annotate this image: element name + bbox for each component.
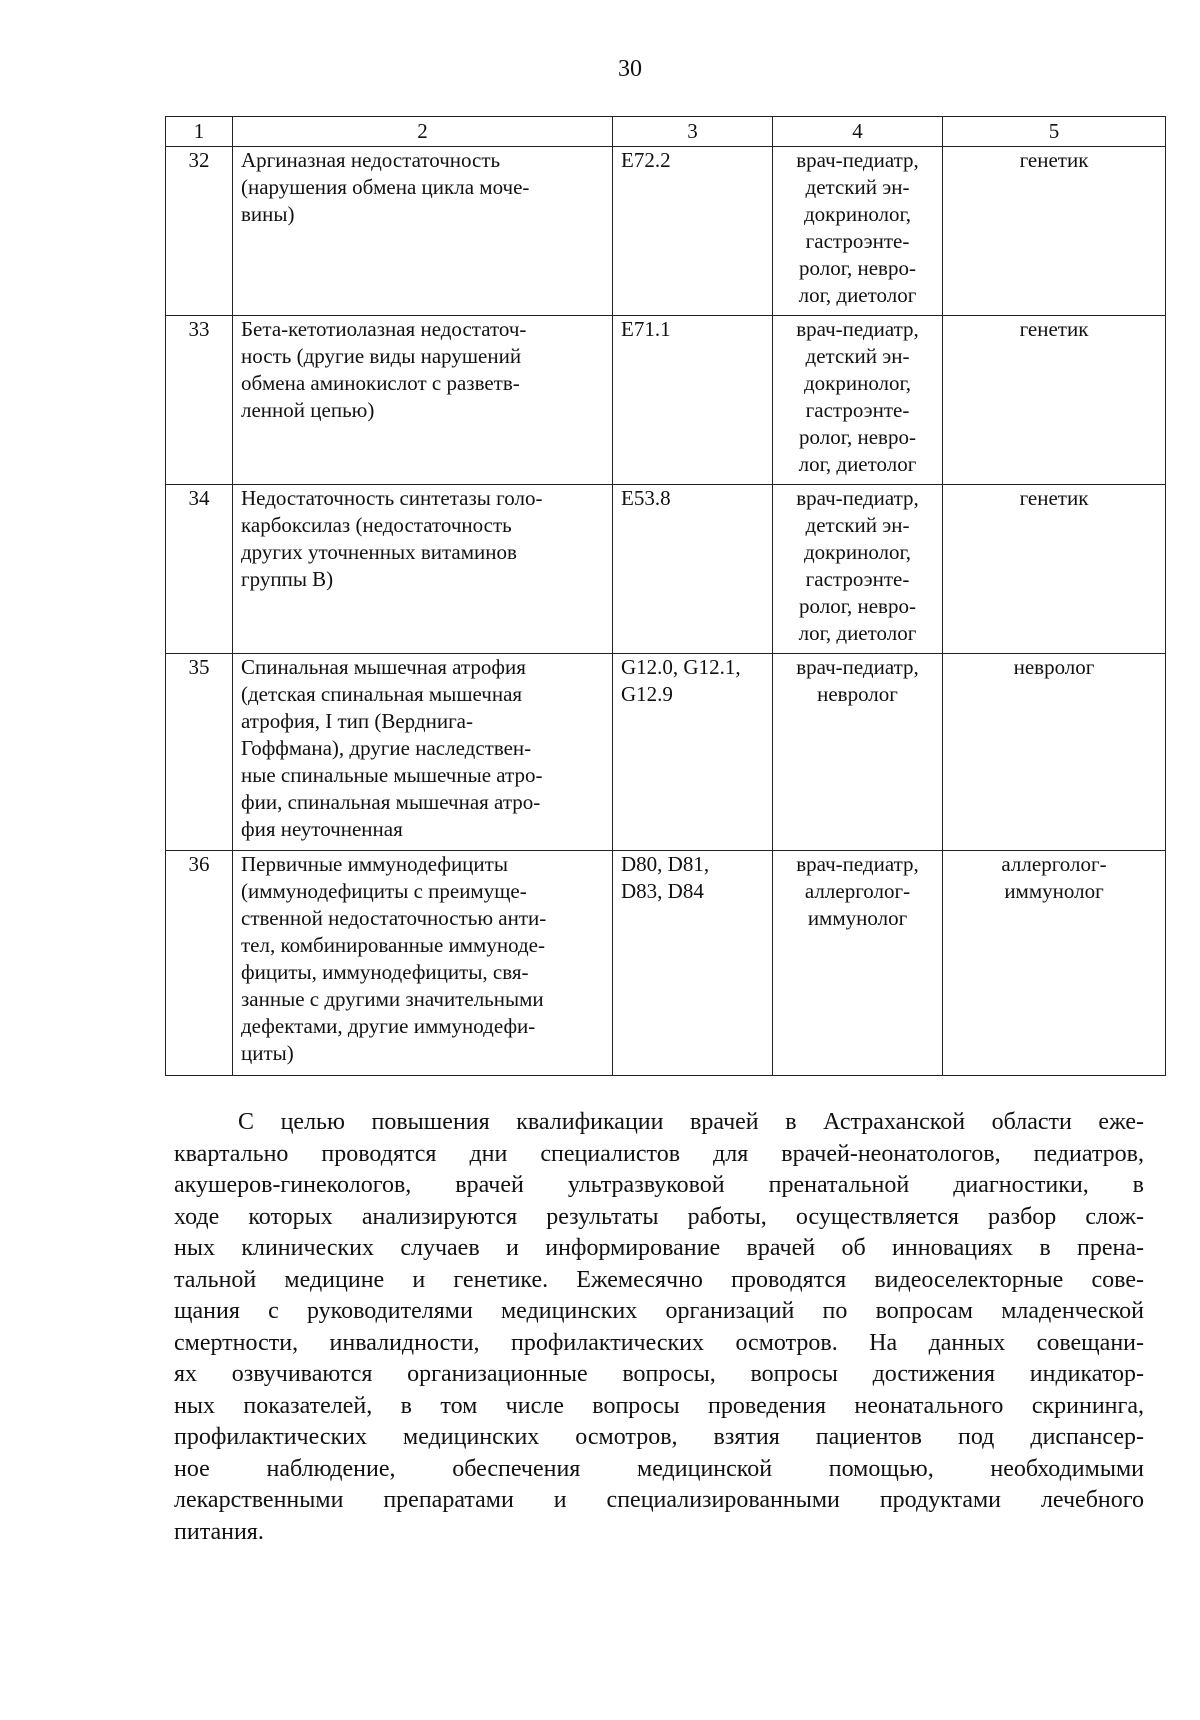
disease-name-line: дефектами, другие иммунодефи- [241,1014,536,1038]
specialist-cell [773,147,943,316]
header-col-2: 2 [233,117,613,147]
disease-name-cell [233,147,613,316]
disease-name-line: Спинальная мышечная атрофия [241,655,526,679]
specialist-line: врач-педиатр, [796,317,919,341]
disease-name-line: циты) [241,1041,294,1065]
paragraph-line: профилактических медицинских осмотров, взятия пациентов под диспансер- [174,1424,1144,1450]
disease-name-line: ность (другие виды нарушений [241,344,522,368]
disease-name-line: других уточненных витаминов [241,540,517,564]
disease-name-line: вины) [241,202,295,226]
disease-name-cell [233,316,613,485]
paragraph-line: квартально проводятся дни специалистов для врачей-неонатологов, педиатров, [174,1140,1144,1167]
icd-code-line: E71.1 [621,317,671,341]
consultant-cell [943,485,1166,654]
disease-name-line: занные с другими значительными [241,987,544,1011]
paragraph-line: ях озвучиваются организационные вопросы, вопросы достижения индикатор- [174,1361,1144,1387]
disease-name-line: Первичные иммунодефициты [241,852,508,876]
icd-code-line: D83, D84 [621,879,704,903]
body-paragraph [174,1107,1144,1548]
icd-code-line: E72.2 [621,148,671,172]
consultant-line: генетик [1019,486,1089,510]
specialist-line: докринолог, [803,371,912,395]
disease-name-line: тел, комбинированные иммуноде- [241,933,545,957]
disease-name-line: фия неуточненная [241,817,403,841]
row-number: 34 [166,485,233,654]
disease-name-line: ные спинальные мышечные атро- [241,763,543,787]
specialist-line: детский эн- [805,513,910,537]
specialist-line: врач-педиатр, [796,486,919,510]
specialist-line: аллерголог- [804,879,911,903]
disease-name-line: Бета-кетотиолазная недостаточ- [241,317,527,341]
icd-code-cell [613,316,773,485]
icd-code-cell [613,851,773,1076]
table-row [166,485,1166,654]
disease-name-cell [233,851,613,1076]
specialist-line: гастроэнте- [805,567,910,591]
disease-name-line: (нарушения обмена цикла моче- [241,175,530,199]
specialists-table [165,116,1166,1076]
specialist-cell [773,654,943,851]
disease-name-cell [233,485,613,654]
paragraph-line: ных показателей, в том числе вопросы проведения неонатального скрининга, [174,1392,1144,1419]
specialist-line: ролог, невро- [799,594,916,618]
consultant-cell [943,851,1166,1076]
specialist-line: лог, диетолог [798,452,917,476]
table-row [166,147,1166,316]
specialist-cell [773,851,943,1076]
row-number: 33 [166,316,233,485]
disease-name-line: ленной цепью) [241,398,375,422]
specialist-line: невролог [817,682,898,706]
specialist-line: докринолог, [803,540,912,564]
specialist-line: докринолог, [803,202,912,226]
specialist-line: иммунолог [807,906,908,930]
header-col-5: 5 [943,117,1166,147]
header-col-4: 4 [773,117,943,147]
consultant-line: иммунолог [1004,879,1104,903]
specialist-cell [773,316,943,485]
page-number: 30 [618,56,642,82]
disease-name-line: атрофия, I тип (Верднига- [241,709,473,733]
specialist-line: лог, диетолог [798,621,917,645]
paragraph-line: ных клинических случаев и информирование врачей об инновациях в прена- [174,1235,1144,1261]
header-col-3: 3 [613,117,773,147]
disease-name-line: карбоксилаз (недостаточность [241,513,512,537]
paragraph-line: смертности, инвалидности, профилактических осмотров. На данных совещани- [174,1329,1144,1356]
specialist-line: гастроэнте- [805,229,910,253]
disease-name-cell [233,654,613,851]
icd-code-cell [613,147,773,316]
consultant-line: генетик [1019,317,1089,341]
disease-name-line: фициты, иммунодефициты, свя- [241,960,529,984]
paragraph-line: ное наблюдение, обеспечения медицинской помощью, необходимыми [174,1455,1144,1482]
specialist-line: врач-педиатр, [796,852,919,876]
specialist-line: детский эн- [805,344,910,368]
disease-name-line: Гоффмана), другие наследствен- [241,736,532,760]
consultant-line: генетик [1019,148,1089,172]
specialist-line: гастроэнте- [805,398,910,422]
specialist-line: врач-педиатр, [796,148,919,172]
table-header-row [166,117,1166,147]
disease-name-line: (иммунодефициты с преимуще- [241,879,527,903]
paragraph-line: С целью повышения квалификации врачей в Астраханской области еже- [238,1109,1144,1135]
specialist-cell [773,485,943,654]
disease-name-line: Недостаточность синтетазы голо- [241,486,543,510]
consultant-cell [943,147,1166,316]
disease-name-line: обмена аминокислот с разветв- [241,371,520,395]
disease-name-line: (детская спинальная мышечная [241,682,523,706]
icd-code-line: D80, D81, [621,852,710,876]
disease-name-line: Аргиназная недостаточность [241,148,501,172]
paragraph-line: питания. [174,1518,264,1545]
row-number: 32 [166,147,233,316]
disease-name-line: группы B) [241,567,334,591]
paragraph-line: тальной медицине и генетике. Ежемесячно проводятся видеоселекторные сове- [174,1266,1144,1293]
specialist-line: детский эн- [805,175,910,199]
icd-code-cell [613,654,773,851]
icd-code-cell [613,485,773,654]
disease-name-line: ственной недостаточностью анти- [241,906,547,930]
specialist-line: ролог, невро- [799,425,916,449]
table-row [166,654,1166,851]
table-row [166,316,1166,485]
consultant-cell [943,316,1166,485]
paragraph-line: щания с руководителями медицинских организаций по вопросам младенческой [174,1298,1144,1324]
icd-code-line: E53.8 [621,486,671,510]
specialist-line: ролог, невро- [799,256,916,280]
header-col-1: 1 [166,117,233,147]
disease-name-line: фии, спинальная мышечная атро- [241,790,541,814]
row-number: 35 [166,654,233,851]
row-number: 36 [166,851,233,1076]
specialist-line: врач-педиатр, [796,655,919,679]
consultant-line: аллерголог- [1001,852,1107,876]
consultant-cell [943,654,1166,851]
paragraph-line: ходе которых анализируются результаты работы, осуществляется разбор слож- [174,1203,1144,1230]
paragraph-line: лекарственными препаратами и специализированными продуктами лечебного [174,1487,1144,1513]
specialist-line: лог, диетолог [798,283,917,307]
table-row [166,851,1166,1076]
consultant-line: невролог [1013,655,1095,679]
icd-code-line: G12.9 [621,682,673,706]
icd-code-line: G12.0, G12.1, [621,655,741,679]
paragraph-line: акушеров-гинекологов, врачей ультразвуковой пренатальной диагностики, в [174,1172,1144,1198]
